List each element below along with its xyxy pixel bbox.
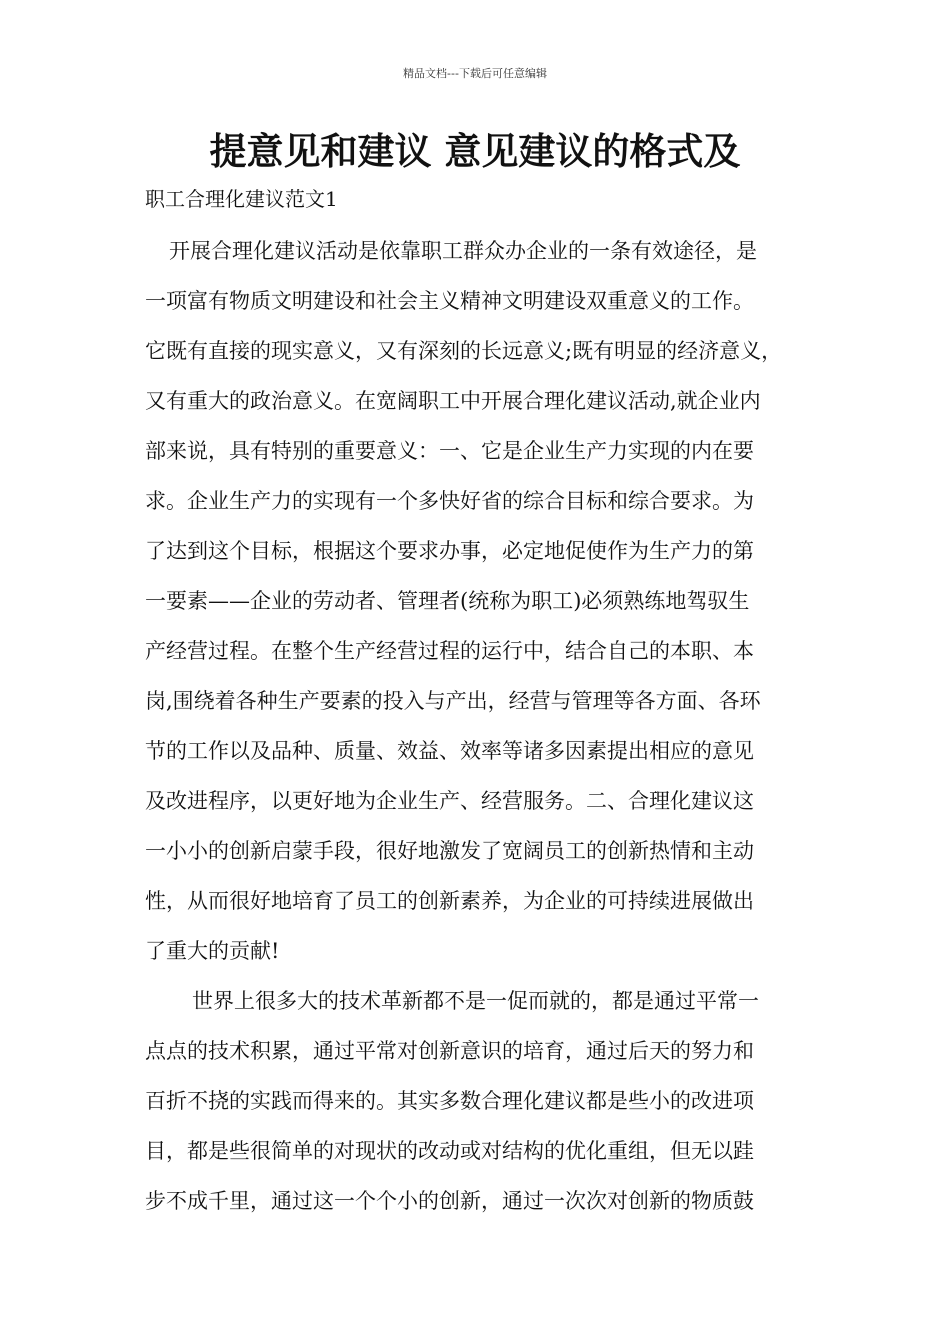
text-line: 及改进程序，以更好地为企业生产、经营服务。二、合理化建议这 <box>145 789 754 813</box>
document-subtitle: 职工合理化建议范文1 <box>145 187 338 211</box>
text-line: 开展合理化建议活动是依靠职工群众办企业的一条有效途径，是 <box>169 239 757 263</box>
header-note: 精品文档---下载后可任意编辑 <box>403 67 547 80</box>
paragraph-2 <box>145 982 815 1232</box>
text-line: 求。企业生产力的实现有一个多快好省的综合目标和综合要求。为 <box>145 489 754 513</box>
document-title: 提意见和建议 意见建议的格式及 <box>209 130 741 173</box>
text-line: 它既有直接的现实意义，又有深刻的长远意义;既有明显的经济意义， <box>145 339 783 363</box>
text-line: 部来说，具有特别的重要意义：一、它是企业生产力实现的内在要 <box>145 439 754 463</box>
text-line: 一小小的创新启蒙手段，很好地激发了宽阔员工的创新热情和主动 <box>145 839 754 863</box>
text-line: 步不成千里，通过这一个个小的创新，通过一次次对创新的物质鼓 <box>145 1189 754 1213</box>
text-line: 一要素——企业的劳动者、管理者(统称为职工)必须熟练地驾驭生 <box>145 589 750 613</box>
text-line: 目，都是些很简单的对现状的改动或对结构的优化重组，但无以跬 <box>145 1139 754 1163</box>
text-line: 点点的技术积累，通过平常对创新意识的培育，通过后天的努力和 <box>145 1039 754 1063</box>
text-line: 节的工作以及品种、质量、效益、效率等诸多因素提出相应的意见 <box>145 739 754 763</box>
text-line: 性，从而很好地培育了员工的创新素养，为企业的可持续进展做出 <box>145 889 754 913</box>
text-line: 一项富有物质文明建设和社会主义精神文明建设双重意义的工作。 <box>145 289 754 313</box>
text-line: 世界上很多大的技术革新都不是一促而就的，都是通过平常一 <box>192 989 759 1013</box>
text-line: 了重大的贡献! <box>145 939 280 963</box>
text-line: 岗,围绕着各种生产要素的投入与产出，经营与管理等各方面、各环 <box>145 689 761 713</box>
text-line: 了达到这个目标，根据这个要求办事，必定地促使作为生产力的第 <box>145 539 754 563</box>
paragraph-1 <box>145 232 815 982</box>
document-body <box>145 232 815 1232</box>
text-line: 产经营过程。在整个生产经营过程的运行中，结合自己的本职、本 <box>145 639 754 663</box>
text-line: 百折不挠的实践而得来的。其实多数合理化建议都是些小的改进项 <box>145 1089 754 1113</box>
text-line: 又有重大的政治意义。在宽阔职工中开展合理化建议活动,就企业内 <box>145 389 761 413</box>
